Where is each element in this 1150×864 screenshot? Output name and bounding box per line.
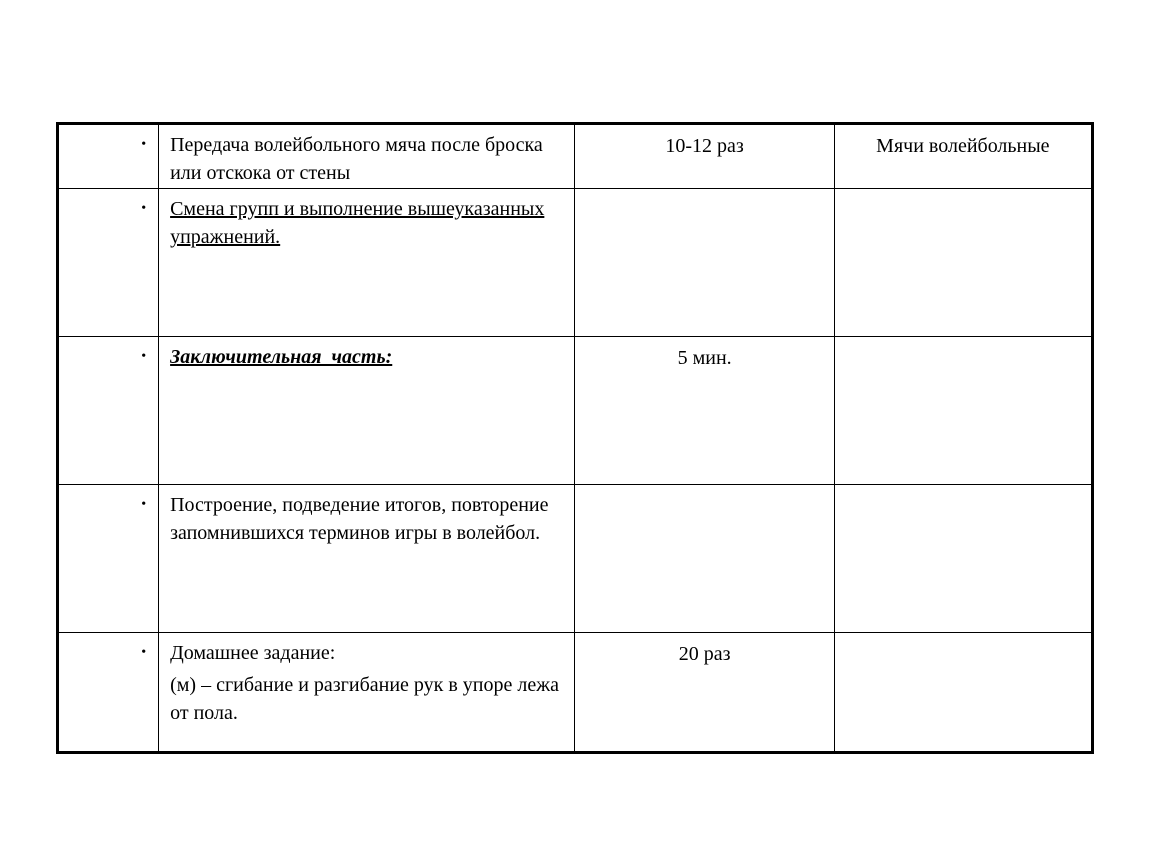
table-row xyxy=(58,484,1093,633)
equipment-cell xyxy=(834,189,1092,337)
task-text: Домашнее задание: xyxy=(170,642,336,665)
equipment-cell xyxy=(834,484,1092,633)
bullet-marker: • xyxy=(58,337,159,485)
dose-cell: 5 мин. xyxy=(575,337,834,485)
bullet-marker: • xyxy=(58,633,159,753)
dose-cell: 10-12 раз xyxy=(575,124,834,189)
equipment-cell xyxy=(834,633,1092,753)
task-text: Смена групп и выполнение вышеуказанных упражнений. xyxy=(170,198,545,249)
table-row xyxy=(58,337,1093,485)
bullet-marker: • xyxy=(58,189,159,337)
dose-cell xyxy=(575,189,834,337)
table-row xyxy=(58,189,1093,337)
section-heading: Заключительная часть: xyxy=(170,346,393,368)
bullet-marker: • xyxy=(58,484,159,633)
task-cell xyxy=(159,633,575,753)
dose-cell: 20 раз xyxy=(575,633,834,753)
table-row xyxy=(58,633,1093,753)
task-cell xyxy=(159,189,575,337)
dose-cell xyxy=(575,484,834,633)
task-cell: Построение, подведение итогов, повторение запомнившихся терминов игры в волейбол. xyxy=(159,484,575,633)
table-row xyxy=(58,124,1093,189)
bullet-marker: • xyxy=(58,124,159,189)
task-cell: Передача волейбольного мяча после броска или отскока от стены xyxy=(159,124,575,189)
equipment-cell xyxy=(834,337,1092,485)
task-detail-text: (м) – сгибание и разгибание рук в упоре лежа от пола. xyxy=(170,674,559,725)
task-cell xyxy=(159,337,575,485)
lesson-plan-table xyxy=(56,122,1094,754)
equipment-cell: Мячи волейбольные xyxy=(834,124,1092,189)
